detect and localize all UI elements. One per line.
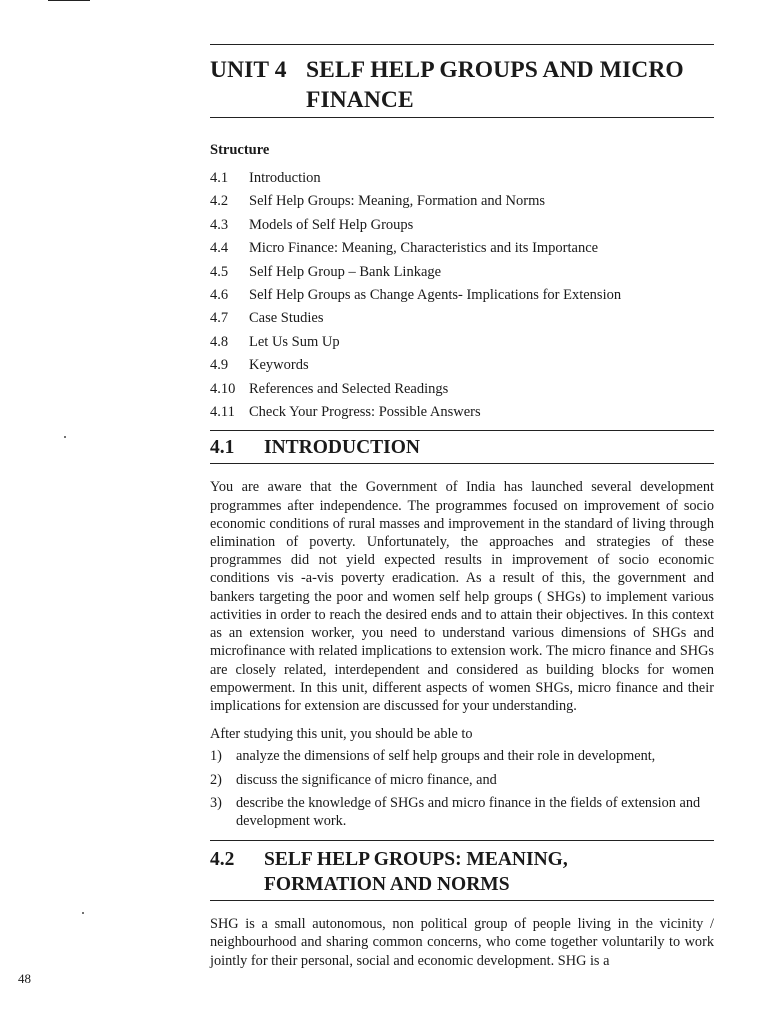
- toc-number: 4.11: [210, 404, 235, 421]
- scan-speck: [64, 436, 66, 438]
- toc-title: Self Help Groups: Meaning, Formation and Norms: [249, 193, 546, 210]
- page-content: [210, 44, 714, 970]
- toc-number: 4.10: [210, 380, 236, 397]
- objective-text: analyze the dimensions of self help groups and their role in development,: [236, 748, 656, 765]
- unit-top-rule: [210, 44, 714, 45]
- objective-number: 3): [210, 794, 222, 811]
- toc-number: 4.7: [210, 310, 229, 327]
- toc-item: [210, 237, 714, 260]
- toc-item: [210, 167, 714, 190]
- intro-paragraph: You are aware that the Government of India has launched several development programmes after independence. The programmes focused on improvement of socio economic conditions of rural masses and improvement in the standard of living through elimination of poverty. Unfortunately, the approaches and strategies of these programmes did not yield expected results in improvement of socio economic conditions vis -a-vis poverty eradication. As a result of this, the government and bankers targeting the poor and women self help groups ( SHGs) to implement various activities in order to reach the desired ends and to attain their objectives. In this context as an extension worker, you need to understand various dimensions of SHGs and microfinance with related implications to extension work. The micro finance and SHGs are closely related, interdependent and considered as building blocks for women empowerment. In this unit, different aspects of women SHGs, micro finance and their implications for extension are discussed for your understanding.: [210, 479, 714, 714]
- objective-item: [210, 771, 714, 789]
- toc-title: Self Help Groups as Change Agents- Implications for Extension: [249, 287, 622, 304]
- toc-number: 4.8: [210, 333, 229, 350]
- toc-item: [210, 401, 714, 424]
- toc-title: Micro Finance: Meaning, Characteristics and its Importance: [249, 240, 599, 257]
- section-41-title: INTRODUCTION: [264, 437, 421, 459]
- section-42-title: SELF HELP GROUPS: MEANING, FORMATION AND NORMS: [264, 849, 568, 896]
- toc-title: Keywords: [249, 357, 309, 374]
- toc-item: [210, 307, 714, 330]
- structure-heading: Structure: [210, 142, 270, 158]
- toc-number: 4.9: [210, 357, 229, 374]
- page-number: 48: [18, 971, 31, 986]
- toc-number: 4.3: [210, 216, 229, 233]
- toc-item: [210, 378, 714, 401]
- toc-number: 4.1: [210, 170, 229, 186]
- objective-item: [210, 794, 714, 830]
- section-42-top-rule: [210, 840, 714, 841]
- section-41-heading: [210, 435, 714, 460]
- toc-number: 4.4: [210, 240, 229, 257]
- section-41-top-rule: [210, 430, 714, 431]
- toc-number: 4.2: [210, 193, 229, 210]
- toc-title: References and Selected Readings: [249, 380, 449, 397]
- objective-number: 2): [210, 771, 222, 788]
- unit-heading: [210, 55, 714, 115]
- scan-speck: [82, 912, 84, 914]
- section-42-bottom-rule: [210, 900, 714, 901]
- objective-item: [210, 747, 714, 765]
- section-42-heading: [210, 847, 714, 897]
- toc-item: [210, 354, 714, 377]
- toc-item: [210, 284, 714, 307]
- toc-title: Check Your Progress: Possible Answers: [249, 404, 481, 421]
- unit-number: UNIT 4: [210, 57, 287, 83]
- toc-title: Case Studies: [249, 310, 324, 327]
- unit-bottom-rule: [210, 117, 714, 118]
- objectives-list: [210, 747, 714, 830]
- section-42-number: 4.2: [210, 849, 235, 871]
- toc-title: Introduction: [249, 170, 321, 186]
- toc-item: [210, 214, 714, 237]
- toc-item: [210, 331, 714, 354]
- toc-title: Let Us Sum Up: [249, 333, 340, 350]
- toc-title: Self Help Group – Bank Linkage: [249, 263, 442, 280]
- toc-number: 4.5: [210, 263, 229, 280]
- toc-item: [210, 261, 714, 284]
- shg-definition-paragraph: SHG is a small autonomous, non political group of people living in the vicinity / neighbourhood and sharing common concerns, who come together voluntarily to work jointly for their personal, social and economic development. SHG is a: [210, 916, 714, 969]
- objectives-lead-in: After studying this unit, you should be able to: [210, 726, 473, 743]
- section-41-bottom-rule: [210, 463, 714, 464]
- section-41-number: 4.1: [210, 437, 235, 459]
- top-edge-rule: [48, 0, 90, 1]
- toc-number: 4.6: [210, 287, 229, 304]
- objective-number: 1): [210, 748, 222, 765]
- objective-text: discuss the significance of micro finance, and: [236, 771, 497, 788]
- unit-title: SELF HELP GROUPS AND MICRO FINANCE: [306, 57, 684, 113]
- toc-title: Models of Self Help Groups: [249, 216, 414, 233]
- toc-item: [210, 190, 714, 213]
- structure-list: [210, 167, 714, 424]
- objective-text: describe the knowledge of SHGs and micro finance in the fields of extension and development work.: [236, 794, 701, 829]
